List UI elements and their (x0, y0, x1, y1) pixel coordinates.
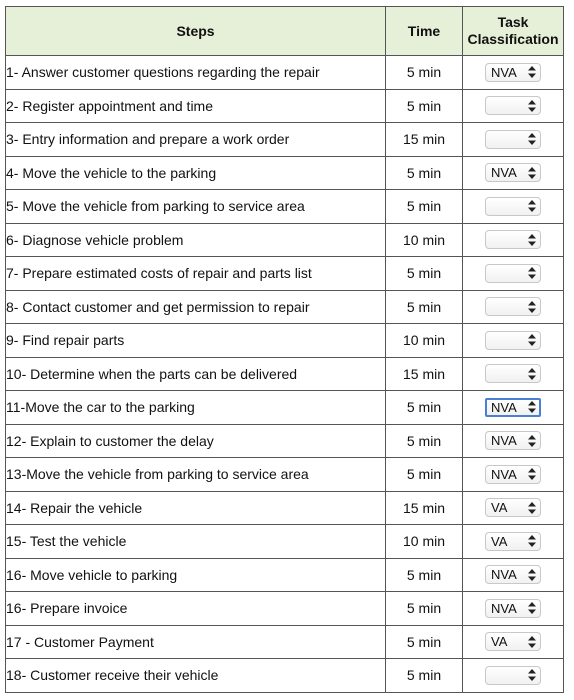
up-down-arrows-icon (528, 468, 536, 480)
classification-cell (463, 558, 564, 592)
step-cell: 5- Move the vehicle from parking to service area (6, 190, 386, 224)
up-down-arrows-icon (528, 502, 536, 514)
up-down-arrows-icon (528, 133, 536, 145)
table-row (6, 558, 564, 592)
classification-cell (463, 525, 564, 559)
classification-select[interactable] (485, 431, 541, 450)
classification-cell (463, 56, 564, 90)
classification-cell (463, 592, 564, 626)
up-down-arrows-icon (528, 66, 536, 78)
classification-select[interactable] (485, 666, 541, 685)
classification-value: NVA (491, 600, 517, 616)
task-table (5, 6, 564, 693)
classification-value: NVA (491, 433, 517, 449)
header-time: Time (386, 7, 463, 56)
step-cell: 12- Explain to customer the delay (6, 424, 386, 458)
classification-cell (463, 324, 564, 358)
classification-select[interactable] (485, 498, 541, 517)
up-down-arrows-icon (528, 535, 536, 547)
table-row (6, 424, 564, 458)
step-cell: 8- Contact customer and get permission to repair (6, 290, 386, 324)
time-cell: 5 min (386, 257, 463, 291)
classification-select[interactable] (485, 297, 541, 316)
classification-select[interactable] (485, 465, 541, 484)
table-row (6, 257, 564, 291)
up-down-arrows-icon (528, 301, 536, 313)
up-down-arrows-icon (528, 368, 536, 380)
table-row (6, 223, 564, 257)
time-cell: 5 min (386, 156, 463, 190)
classification-cell (463, 89, 564, 123)
time-cell: 5 min (386, 625, 463, 659)
up-down-arrows-icon (528, 100, 536, 112)
classification-select[interactable] (485, 331, 541, 350)
time-cell: 5 min (386, 592, 463, 626)
table-row (6, 357, 564, 391)
time-cell: 5 min (386, 391, 463, 425)
step-cell: 2- Register appointment and time (6, 89, 386, 123)
time-cell: 5 min (386, 89, 463, 123)
classification-cell (463, 491, 564, 525)
step-cell: 16- Prepare invoice (6, 592, 386, 626)
time-cell: 5 min (386, 424, 463, 458)
classification-value: VA (491, 634, 508, 650)
step-cell: 1- Answer customer questions regarding the repair (6, 56, 386, 90)
header-classification-line1: Task (497, 14, 529, 30)
table-row (6, 458, 564, 492)
table-header (6, 7, 564, 56)
time-cell: 10 min (386, 223, 463, 257)
classification-cell (463, 257, 564, 291)
step-cell: 3- Entry information and prepare a work order (6, 123, 386, 157)
classification-value: NVA (491, 399, 517, 415)
table-row (6, 156, 564, 190)
classification-cell (463, 458, 564, 492)
table-row (6, 592, 564, 626)
classification-cell (463, 659, 564, 693)
up-down-arrows-icon (528, 569, 536, 581)
classification-select[interactable] (485, 632, 541, 651)
time-cell: 5 min (386, 190, 463, 224)
header-steps: Steps (6, 7, 386, 56)
classification-select[interactable] (485, 130, 541, 149)
time-cell: 10 min (386, 525, 463, 559)
step-cell: 14- Repair the vehicle (6, 491, 386, 525)
classification-cell (463, 156, 564, 190)
step-cell: 13-Move the vehicle from parking to service area (6, 458, 386, 492)
table-row (6, 391, 564, 425)
classification-select[interactable] (485, 599, 541, 618)
table-row (6, 56, 564, 90)
up-down-arrows-icon (528, 334, 536, 346)
classification-select[interactable] (485, 565, 541, 584)
header-task-classification (463, 7, 564, 56)
up-down-arrows-icon (528, 669, 536, 681)
classification-cell (463, 290, 564, 324)
table-row (6, 290, 564, 324)
up-down-arrows-icon (528, 200, 536, 212)
time-cell: 5 min (386, 290, 463, 324)
table-row (6, 491, 564, 525)
classification-select[interactable] (485, 96, 541, 115)
step-cell: 10- Determine when the parts can be delivered (6, 357, 386, 391)
classification-value: NVA (491, 165, 517, 181)
step-cell: 15- Test the vehicle (6, 525, 386, 559)
classification-cell (463, 190, 564, 224)
time-cell: 10 min (386, 324, 463, 358)
table-row (6, 659, 564, 693)
table-row (6, 190, 564, 224)
classification-select[interactable] (485, 532, 541, 551)
table-row (6, 324, 564, 358)
classification-cell (463, 123, 564, 157)
classification-cell (463, 391, 564, 425)
classification-value: NVA (491, 64, 517, 80)
step-cell: 9- Find repair parts (6, 324, 386, 358)
time-cell: 5 min (386, 458, 463, 492)
classification-value: NVA (491, 567, 517, 583)
up-down-arrows-icon (528, 602, 536, 614)
classification-cell (463, 625, 564, 659)
up-down-arrows-icon (528, 435, 536, 447)
classification-select[interactable] (485, 264, 541, 283)
time-cell: 5 min (386, 558, 463, 592)
time-cell: 15 min (386, 491, 463, 525)
classification-value: VA (491, 533, 508, 549)
table-row (6, 525, 564, 559)
table-body (6, 56, 564, 693)
time-cell: 15 min (386, 357, 463, 391)
up-down-arrows-icon (528, 401, 536, 413)
classification-select[interactable] (485, 230, 541, 249)
header-classification-line2: Classification (467, 31, 559, 47)
step-cell: 16- Move vehicle to parking (6, 558, 386, 592)
classification-cell (463, 357, 564, 391)
up-down-arrows-icon (528, 167, 536, 179)
classification-select[interactable] (485, 398, 541, 417)
step-cell: 18- Customer receive their vehicle (6, 659, 386, 693)
classification-select[interactable] (485, 197, 541, 216)
classification-value: NVA (491, 466, 517, 482)
classification-select[interactable] (485, 63, 541, 82)
step-cell: 6- Diagnose vehicle problem (6, 223, 386, 257)
table-row (6, 625, 564, 659)
time-cell: 5 min (386, 56, 463, 90)
step-cell: 4- Move the vehicle to the parking (6, 156, 386, 190)
classification-value: VA (491, 500, 508, 516)
time-cell: 15 min (386, 123, 463, 157)
time-cell: 5 min (386, 659, 463, 693)
table-row (6, 123, 564, 157)
up-down-arrows-icon (528, 636, 536, 648)
step-cell: 17 - Customer Payment (6, 625, 386, 659)
classification-select[interactable] (485, 364, 541, 383)
classification-cell (463, 424, 564, 458)
up-down-arrows-icon (528, 267, 536, 279)
step-cell: 7- Prepare estimated costs of repair and parts list (6, 257, 386, 291)
up-down-arrows-icon (528, 234, 536, 246)
classification-select[interactable] (485, 163, 541, 182)
classification-cell (463, 223, 564, 257)
step-cell: 11-Move the car to the parking (6, 391, 386, 425)
table-row (6, 89, 564, 123)
